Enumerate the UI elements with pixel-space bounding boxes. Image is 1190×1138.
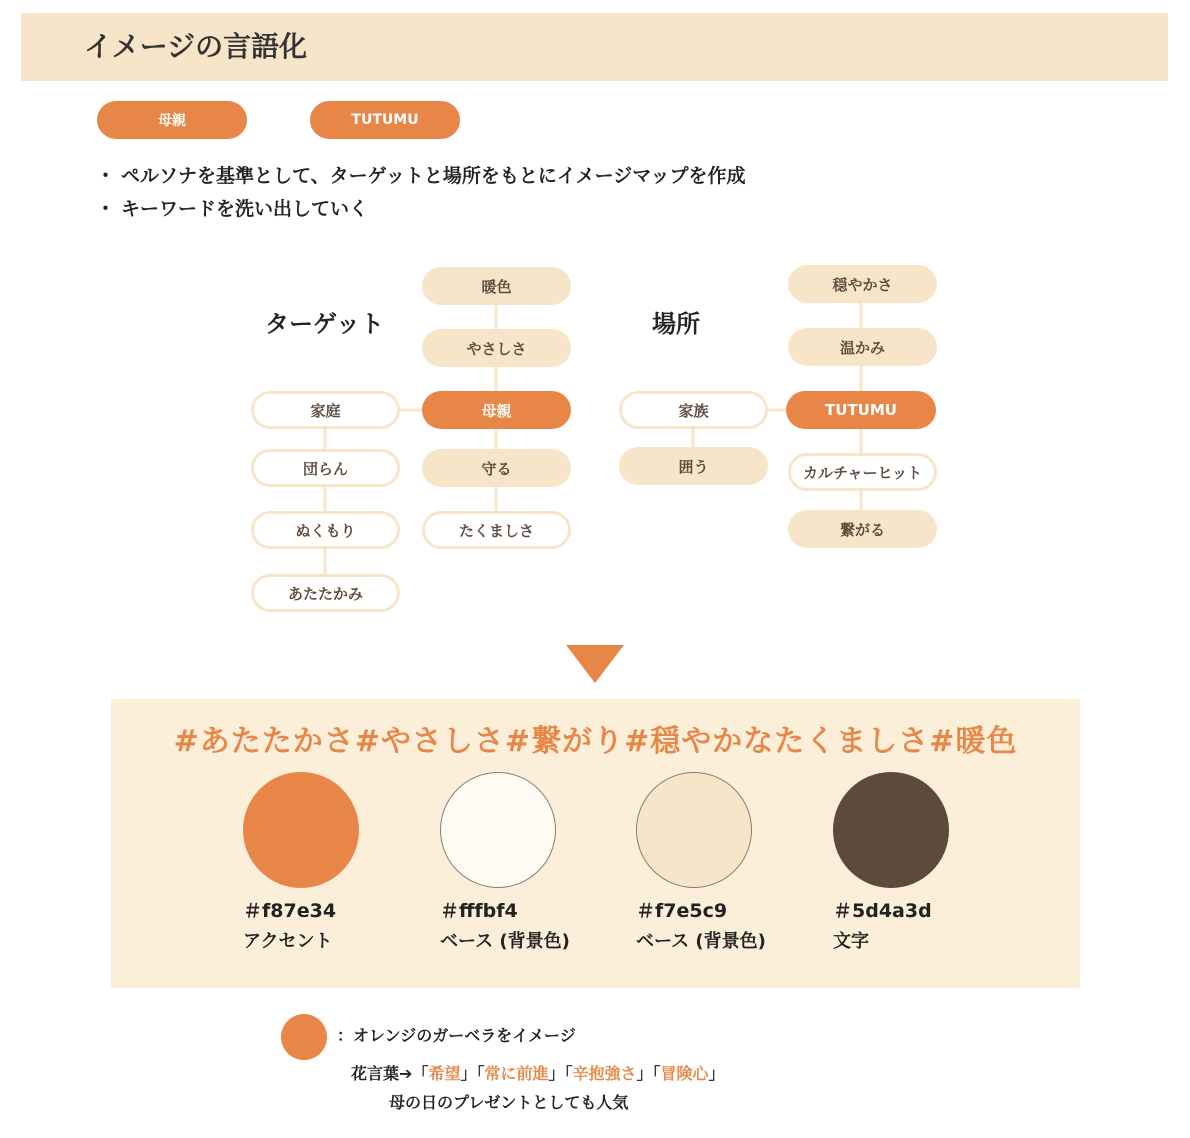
swatch-accent-hex: ＃f87e34 [243,900,337,922]
place-map-title: 場所 [652,310,700,338]
flower-word: 常に前進 [484,1064,549,1083]
bullet-text: ペルソナを基準として、ターゲットと場所をもとにイメージマップを作成 [121,165,746,187]
place-node-tutumu: TUTUMU [786,391,936,429]
place-node-warmth: 温かみ [788,328,937,366]
flower-language-label: 花言葉➔ [351,1064,413,1083]
place-node-culture-hit: カルチャーヒット [788,453,937,491]
target-map-title: ターゲット [265,310,385,338]
swatch-accent [243,772,359,888]
target-branch-gathering: 団らん [251,449,400,487]
flower-word: 辛抱強さ [572,1064,637,1083]
tag-tutumu: TUTUMU [310,101,460,139]
place-node-calmness: 穏やかさ [788,265,937,303]
swatch-base-2-hex: ＃f7e5c9 [636,900,728,922]
flower-language-line: 花言葉➔「希望」「常に前進」「辛抱強さ」「冒険心」 [351,1064,725,1083]
place-branch-enclose: 囲う [619,447,768,485]
bullet-dot: ・ [96,165,116,187]
swatch-accent-role: アクセント [243,931,333,952]
target-node-protect: 守る [422,449,571,487]
gerbera-note: ：オレンジのガーベラをイメージ [337,1026,576,1045]
target-branch-warmth: あたたかみ [251,574,400,612]
swatch-base-2-role: ベース (背景色) [636,931,766,952]
target-node-kindness: やさしさ [422,329,571,367]
target-branch-coziness: ぬくもり [251,511,400,549]
flower-word: 希望 [428,1064,461,1083]
flower-word: 冒険心 [660,1064,709,1083]
target-node-strength: たくましさ [422,511,571,549]
hashtag-keywords: #あたたかさ#やさしさ#繋がり#穏やかなたくましさ#暖色 [173,724,1018,759]
target-node-mother: 母親 [422,391,571,429]
mothers-day-note: 母の日のプレゼントとしても人気 [389,1093,629,1112]
tag-mother: 母親 [97,101,247,139]
target-node-warm-color: 暖色 [422,267,571,305]
gerbera-color-dot [281,1014,327,1060]
swatch-base-1-role: ベース (背景色) [440,931,570,952]
bullet-dot: ・ [96,198,116,220]
place-node-connect: 繋がる [788,510,937,548]
bullet-text: キーワードを洗い出していく [121,198,369,220]
target-branch-home: 家庭 [251,391,400,429]
swatch-base-2 [636,772,752,888]
page-title: イメージの言語化 [84,30,308,63]
swatch-text-role: 文字 [833,931,869,952]
swatch-text-hex: ＃5d4a3d [833,900,932,922]
swatch-text [833,772,949,888]
swatch-base-1 [440,772,556,888]
down-arrow-icon [566,645,624,683]
place-branch-family: 家族 [619,391,768,429]
swatch-base-1-hex: ＃fffbf4 [440,900,518,922]
